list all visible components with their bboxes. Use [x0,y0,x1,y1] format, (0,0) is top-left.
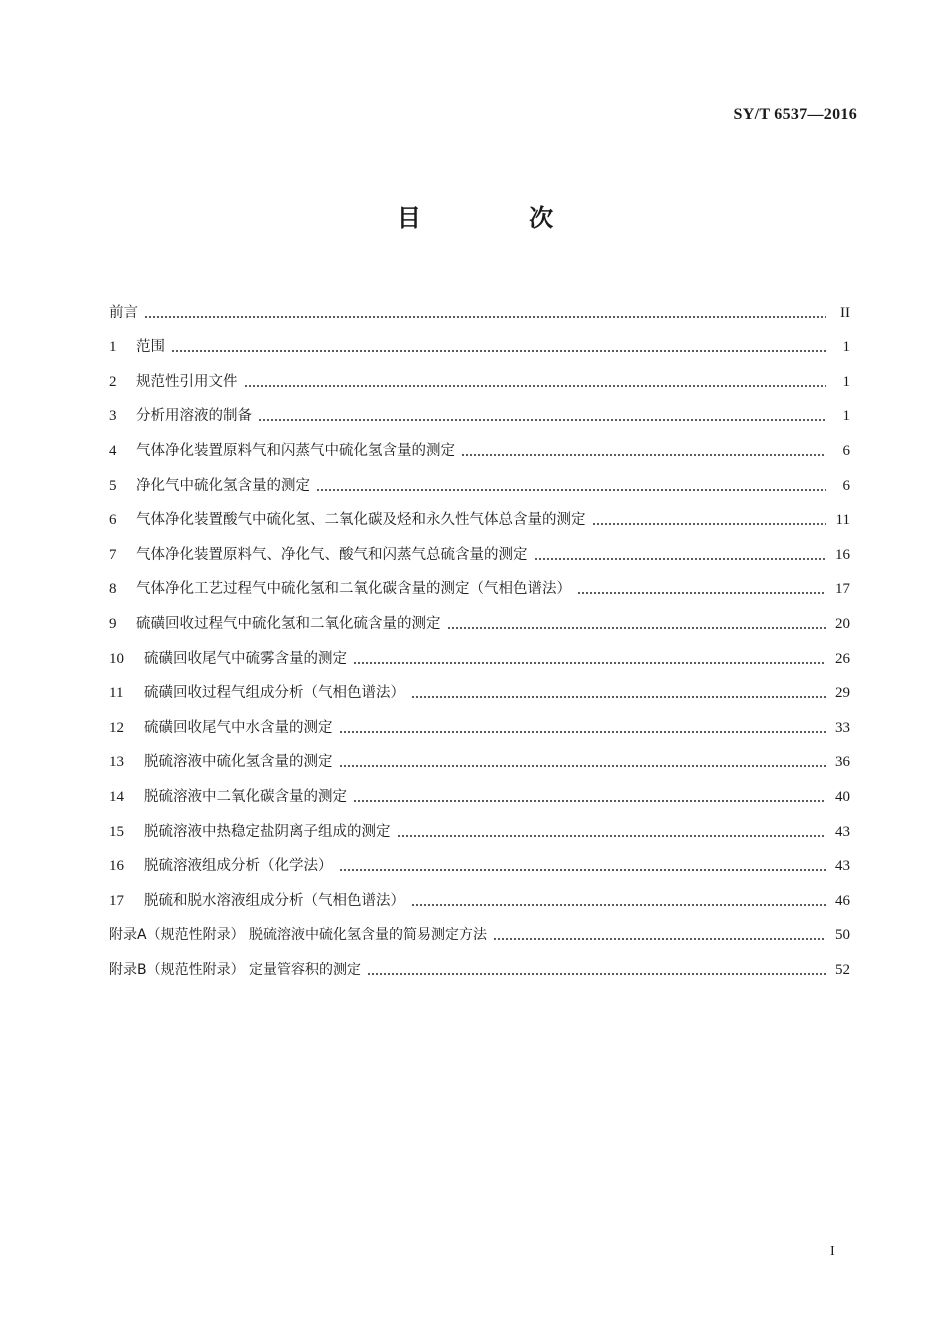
toc-entry-page: 29 [835,685,850,702]
toc-entry-17[interactable] [109,876,850,911]
toc-entry-title: 脱硫溶液组成分析（化学法） [144,858,333,875]
toc-entry-13[interactable] [109,738,850,773]
toc-entry-page: II [840,304,850,321]
toc-leader-dots [171,350,826,352]
toc-entry-page: 50 [835,927,850,944]
toc-leader-dots [244,385,827,387]
toc-entry-title: 规范性引用文件 [136,373,238,390]
toc-leader-dots [461,454,826,456]
toc-entry-number: 5 [109,477,117,494]
toc-entry-number: 15 [109,823,124,840]
toc-leader-dots [353,662,826,664]
toc-entry-number: 2 [109,373,117,390]
toc-entry-number: 10 [109,650,124,667]
toc-leader-dots [411,904,826,906]
toc-entry-page: 1 [842,408,850,425]
toc-entry-page: 17 [835,581,850,598]
toc-entry-1[interactable] [109,323,850,358]
toc-entry-page: 16 [835,546,850,563]
toc-entry-11[interactable] [109,669,850,704]
toc-entry-7[interactable] [109,530,850,565]
toc-entry-number: 4 [109,442,117,459]
toc-entry-title: 净化气中硫化氢含量的测定 [136,477,310,494]
toc-entry-number: 14 [109,788,124,805]
toc-entry-number: 13 [109,754,124,771]
toc-entry-number: 8 [109,581,117,598]
toc-entry-title: 脱硫溶液中硫化氢含量的测定 [144,754,333,771]
toc-entry-title: 气体净化装置酸气中硫化氢、二氧化碳及烃和永久性气体总含量的测定 [136,512,586,529]
toc-leader-dots [592,523,827,525]
toc-entry-number: 17 [109,892,124,909]
toc-entry-2[interactable] [109,357,850,392]
toc-leader-dots [339,731,827,733]
toc-entry-title: 脱硫溶液中热稳定盐阴离子组成的测定 [144,823,391,840]
toc-entry-number: 7 [109,546,117,563]
toc-entry-page: 43 [835,823,850,840]
toc-entry-number: 3 [109,408,117,425]
toc-entry-title: 附录B（规范性附录） 定量管容积的测定 [109,961,362,978]
toc-entry-page: 33 [835,719,850,736]
toc-leader-dots [493,938,826,940]
toc-entry-appendix-a[interactable] [109,911,850,946]
toc-entry-title: 前言 [109,304,138,321]
toc-leader-dots [534,558,827,560]
toc-entry-8[interactable] [109,565,850,600]
toc-entry-title: 气体净化装置原料气、净化气、酸气和闪蒸气总硫含量的测定 [136,546,528,563]
toc-entry-title: 脱硫溶液中二氧化碳含量的测定 [144,788,347,805]
toc-leader-dots [258,419,826,421]
page-title: 目 次 [396,204,604,232]
toc-entry-page: 43 [835,858,850,875]
toc-leader-dots [316,489,826,491]
toc-entry-number: 16 [109,858,124,875]
toc-entry-page: 40 [835,788,850,805]
toc-entry-title: 硫磺回收尾气中硫雾含量的测定 [144,650,347,667]
toc-entry-title: 分析用溶液的制备 [136,408,252,425]
toc-entry-title: 硫磺回收尾气中水含量的测定 [144,719,333,736]
toc-entry-title: 硫磺回收过程气中硫化氢和二氧化硫含量的测定 [136,615,441,632]
toc-entry-page: 36 [835,754,850,771]
toc-entry-3[interactable] [109,392,850,427]
toc-entry-5[interactable] [109,461,850,496]
toc-entry-page: 52 [835,961,850,978]
toc-entry-number: 6 [109,512,117,529]
page-number: I [830,1244,835,1259]
toc-entry-12[interactable] [109,703,850,738]
toc-entry-16[interactable] [109,842,850,877]
toc-entry-page: 11 [835,512,850,529]
toc-entry-number: 9 [109,615,117,632]
toc-entry-title: 范围 [136,339,165,356]
toc-leader-dots [339,869,827,871]
toc-entry-page: 46 [835,892,850,909]
toc-entry-title: 气体净化工艺过程气中硫化氢和二氧化碳含量的测定（气相色谱法） [136,581,571,598]
toc-entry-foreword[interactable] [109,288,850,323]
toc-entry-page: 1 [842,339,850,356]
toc-entry-15[interactable] [109,807,850,842]
toc-entry-title: 硫磺回收过程气组成分析（气相色谱法） [144,685,405,702]
toc-leader-dots [353,800,826,802]
toc-leader-dots [577,592,826,594]
toc-leader-dots [397,835,827,837]
toc-entry-title: 气体净化装置原料气和闪蒸气中硫化氢含量的测定 [136,442,455,459]
standard-code: SY/T 6537—2016 [733,106,857,123]
toc-entry-page: 20 [835,615,850,632]
toc-leader-dots [367,973,826,975]
toc-entry-title: 脱硫和脱水溶液组成分析（气相色谱法） [144,892,405,909]
toc-entry-6[interactable] [109,496,850,531]
toc-entry-page: 6 [842,477,850,494]
toc-entry-number: 11 [109,685,124,702]
toc-entry-10[interactable] [109,634,850,669]
toc-leader-dots [447,627,827,629]
toc-leader-dots [339,765,827,767]
toc-entry-appendix-b[interactable] [109,945,850,980]
toc-entry-9[interactable] [109,599,850,634]
toc-entry-14[interactable] [109,772,850,807]
toc-leader-dots [144,316,826,318]
toc-entry-title: 附录A（规范性附录） 脱硫溶液中硫化氢含量的简易测定方法 [109,927,488,944]
toc-entry-4[interactable] [109,426,850,461]
toc-entry-page: 6 [842,442,850,459]
toc-entry-number: 1 [109,339,117,356]
toc-leader-dots [411,696,826,698]
toc-entry-number: 12 [109,719,124,736]
toc-entry-page: 1 [842,373,850,390]
toc-entry-page: 26 [835,650,850,667]
table-of-contents [109,288,850,980]
